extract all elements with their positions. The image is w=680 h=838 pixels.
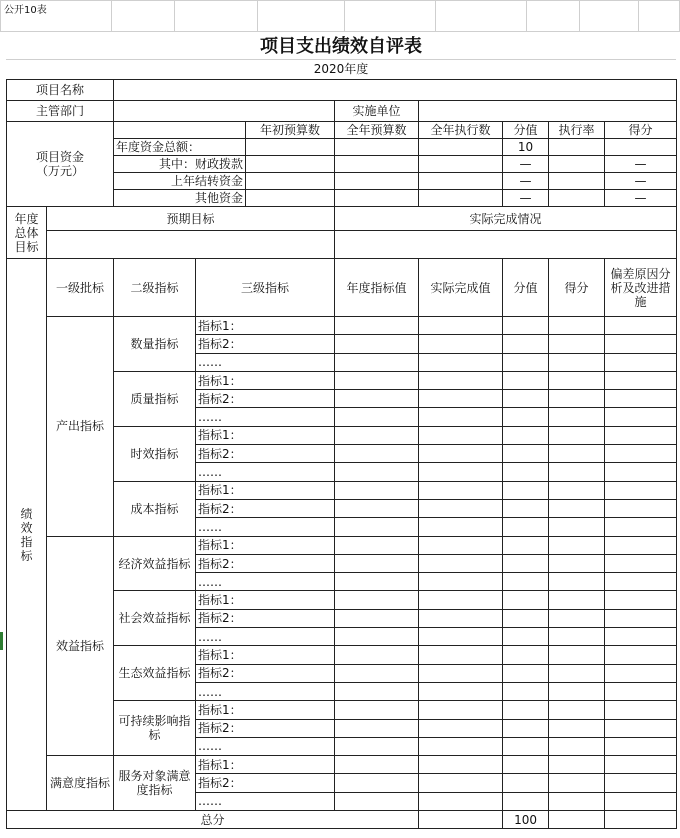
grid-cell[interactable] bbox=[258, 1, 345, 32]
dept-value[interactable] bbox=[114, 101, 335, 122]
grid-cell[interactable] bbox=[246, 173, 335, 190]
level2-cell: 数量指标 bbox=[114, 317, 196, 372]
dept-label: 主管部门 bbox=[7, 101, 114, 122]
grid-cell[interactable] bbox=[549, 426, 605, 444]
level3-cell: 指标1： bbox=[196, 536, 335, 554]
level3-cell: 指标1： bbox=[196, 756, 335, 774]
grid-cell[interactable] bbox=[419, 664, 503, 682]
level3-cell: 指标2： bbox=[196, 774, 335, 792]
grid-cell[interactable] bbox=[335, 481, 419, 499]
fund-got: — bbox=[605, 173, 677, 190]
grid-cell[interactable] bbox=[175, 1, 258, 32]
level2-cell: 成本指标 bbox=[114, 481, 196, 536]
grid-cell[interactable] bbox=[549, 463, 605, 481]
grid-cell[interactable] bbox=[549, 481, 605, 499]
grid-cell[interactable] bbox=[639, 1, 680, 32]
grid-cell[interactable] bbox=[549, 518, 605, 536]
grid-cell[interactable] bbox=[549, 499, 605, 517]
grid-cell[interactable] bbox=[345, 1, 436, 32]
sheet-tab-row bbox=[0, 0, 680, 32]
grid-cell[interactable] bbox=[605, 499, 677, 517]
grid-cell[interactable] bbox=[419, 628, 503, 646]
grid-cell[interactable] bbox=[419, 792, 503, 810]
grid-cell[interactable] bbox=[580, 1, 639, 32]
grid-cell[interactable] bbox=[503, 463, 549, 481]
grid-cell[interactable] bbox=[419, 426, 503, 444]
fund-score: 10 bbox=[503, 139, 549, 156]
grid-cell[interactable] bbox=[419, 682, 503, 700]
grid-cell[interactable] bbox=[246, 139, 335, 156]
grid-cell[interactable] bbox=[503, 536, 549, 554]
col-score: 分值 bbox=[503, 259, 549, 317]
grid-cell[interactable] bbox=[503, 390, 549, 408]
grid-cell[interactable] bbox=[419, 173, 503, 190]
level3-cell: …… bbox=[196, 408, 335, 426]
grid-cell[interactable] bbox=[605, 536, 677, 554]
grid-cell[interactable] bbox=[335, 554, 419, 572]
grid-cell[interactable] bbox=[549, 445, 605, 463]
grid-cell[interactable] bbox=[419, 756, 503, 774]
grid-cell[interactable] bbox=[549, 737, 605, 755]
grid-cell[interactable] bbox=[335, 139, 419, 156]
level3-cell: 指标2： bbox=[196, 554, 335, 572]
grid-cell[interactable] bbox=[549, 390, 605, 408]
funds-label: 项目资金 （万元） bbox=[7, 122, 114, 207]
grid-cell[interactable] bbox=[549, 139, 605, 156]
grid-cell[interactable] bbox=[335, 682, 419, 700]
grid-cell[interactable] bbox=[335, 573, 419, 591]
grid-cell[interactable] bbox=[503, 682, 549, 700]
total-label: 总分 bbox=[7, 811, 419, 829]
grid-cell[interactable] bbox=[605, 335, 677, 353]
budget-col-header: 全年预算数 bbox=[335, 122, 419, 139]
grid-cell[interactable] bbox=[549, 573, 605, 591]
level2-cell: 可持续影响指标 bbox=[114, 701, 196, 756]
grid-cell[interactable] bbox=[419, 445, 503, 463]
grid-cell[interactable] bbox=[419, 518, 503, 536]
col-actual: 实际完成值 bbox=[419, 259, 503, 317]
grid-cell[interactable] bbox=[549, 591, 605, 609]
grid-cell[interactable] bbox=[335, 445, 419, 463]
grid-cell[interactable] bbox=[605, 774, 677, 792]
grid-cell[interactable] bbox=[549, 701, 605, 719]
grid-cell[interactable] bbox=[419, 609, 503, 627]
level3-cell: …… bbox=[196, 463, 335, 481]
col-got: 得分 bbox=[549, 259, 605, 317]
level3-cell: 指标1： bbox=[196, 646, 335, 664]
grid-cell[interactable] bbox=[335, 536, 419, 554]
grid-cell[interactable] bbox=[335, 664, 419, 682]
level2-cell: 服务对象满意度指标 bbox=[114, 756, 196, 811]
level3-cell: 指标1： bbox=[196, 317, 335, 335]
grid-cell[interactable] bbox=[335, 371, 419, 389]
level1-cell: 满意度指标 bbox=[47, 756, 114, 811]
grid-cell[interactable] bbox=[549, 719, 605, 737]
grid-cell[interactable] bbox=[419, 481, 503, 499]
level3-cell: 指标2： bbox=[196, 719, 335, 737]
budget-col-header: 年初预算数 bbox=[246, 122, 335, 139]
grid-cell[interactable] bbox=[605, 664, 677, 682]
fund-score: — bbox=[503, 190, 549, 207]
level3-cell: 指标2： bbox=[196, 390, 335, 408]
grid-cell[interactable] bbox=[503, 646, 549, 664]
col-reason: 偏差原因分析及改进措施 bbox=[605, 259, 677, 317]
grid-cell[interactable] bbox=[549, 335, 605, 353]
actual-value[interactable] bbox=[335, 231, 677, 259]
grid-cell[interactable] bbox=[114, 122, 246, 139]
goal-label: 年度 总体 目标 bbox=[7, 207, 47, 259]
level2-cell: 时效指标 bbox=[114, 426, 196, 481]
project-name-label: 项目名称 bbox=[7, 80, 114, 101]
grid-cell[interactable] bbox=[503, 481, 549, 499]
col-level3: 三级指标 bbox=[196, 259, 335, 317]
grid-cell[interactable] bbox=[503, 719, 549, 737]
grid-cell[interactable] bbox=[335, 792, 419, 810]
grid-cell[interactable] bbox=[549, 156, 605, 173]
grid-cell[interactable] bbox=[605, 811, 677, 829]
grid-cell[interactable] bbox=[605, 317, 677, 335]
grid-cell[interactable] bbox=[605, 792, 677, 810]
grid-cell[interactable] bbox=[419, 335, 503, 353]
fund-row-label: 其中：财政拨款 bbox=[114, 156, 246, 173]
grid-cell[interactable] bbox=[335, 335, 419, 353]
grid-cell[interactable] bbox=[419, 811, 503, 829]
grid-cell[interactable] bbox=[549, 173, 605, 190]
level3-cell: 指标1： bbox=[196, 591, 335, 609]
grid-cell[interactable] bbox=[419, 554, 503, 572]
perf-indicator-label: 绩 效 指 标 bbox=[7, 259, 47, 811]
grid-cell[interactable] bbox=[419, 536, 503, 554]
grid-cell[interactable] bbox=[335, 156, 419, 173]
level3-cell: 指标1： bbox=[196, 426, 335, 444]
grid-cell[interactable] bbox=[335, 591, 419, 609]
grid-cell[interactable] bbox=[605, 463, 677, 481]
impl-unit-label: 实施单位 bbox=[335, 101, 419, 122]
fund-row-label: 其他资金 bbox=[114, 190, 246, 207]
level2-cell: 社会效益指标 bbox=[114, 591, 196, 646]
grid-cell[interactable] bbox=[503, 335, 549, 353]
total-score: 100 bbox=[503, 811, 549, 829]
grid-cell[interactable] bbox=[605, 591, 677, 609]
grid-cell[interactable] bbox=[503, 445, 549, 463]
grid-cell[interactable] bbox=[605, 737, 677, 755]
grid-cell[interactable] bbox=[335, 173, 419, 190]
grid-cell[interactable] bbox=[549, 774, 605, 792]
level2-cell: 生态效益指标 bbox=[114, 646, 196, 701]
level1-cell: 产出指标 bbox=[47, 317, 114, 537]
grid-cell[interactable] bbox=[605, 682, 677, 700]
grid-cell[interactable] bbox=[335, 190, 419, 207]
budget-col-header: 得分 bbox=[605, 122, 677, 139]
grid-cell[interactable] bbox=[335, 463, 419, 481]
level3-cell: 指标1： bbox=[196, 701, 335, 719]
grid-cell[interactable] bbox=[549, 628, 605, 646]
budget-col-header: 全年执行数 bbox=[419, 122, 503, 139]
grid-cell[interactable] bbox=[503, 591, 549, 609]
grid-cell[interactable] bbox=[419, 737, 503, 755]
fund-score: — bbox=[503, 156, 549, 173]
grid-cell[interactable] bbox=[503, 408, 549, 426]
grid-cell[interactable] bbox=[419, 499, 503, 517]
level3-cell: 指标2： bbox=[196, 445, 335, 463]
grid-cell[interactable] bbox=[335, 408, 419, 426]
grid-cell[interactable] bbox=[246, 190, 335, 207]
fund-got: — bbox=[605, 156, 677, 173]
row-marker bbox=[0, 632, 3, 650]
level2-cell: 质量指标 bbox=[114, 371, 196, 426]
grid-cell[interactable] bbox=[527, 1, 580, 32]
grid-cell[interactable] bbox=[503, 353, 549, 371]
level3-cell: 指标1： bbox=[196, 371, 335, 389]
grid-cell[interactable] bbox=[605, 756, 677, 774]
grid-cell[interactable] bbox=[503, 499, 549, 517]
grid-cell[interactable] bbox=[419, 408, 503, 426]
grid-cell[interactable] bbox=[549, 554, 605, 572]
grid-cell[interactable] bbox=[335, 628, 419, 646]
grid-cell[interactable] bbox=[419, 774, 503, 792]
grid-cell[interactable] bbox=[335, 609, 419, 627]
grid-cell[interactable] bbox=[436, 1, 527, 32]
grid-cell[interactable] bbox=[335, 518, 419, 536]
budget-col-header: 执行率 bbox=[549, 122, 605, 139]
grid-cell[interactable] bbox=[419, 371, 503, 389]
grid-cell[interactable] bbox=[549, 792, 605, 810]
level3-cell: …… bbox=[196, 573, 335, 591]
level3-cell: …… bbox=[196, 737, 335, 755]
grid-cell[interactable] bbox=[549, 317, 605, 335]
grid-cell[interactable] bbox=[605, 646, 677, 664]
page-title: 项目支出绩效自评表 bbox=[260, 36, 422, 57]
grid-cell[interactable] bbox=[419, 190, 503, 207]
expected-goal-label: 预期目标 bbox=[47, 207, 335, 231]
year-label: 2020年度 bbox=[313, 62, 369, 76]
level3-cell: 指标2： bbox=[196, 335, 335, 353]
grid-cell[interactable] bbox=[335, 756, 419, 774]
grid-cell[interactable] bbox=[419, 646, 503, 664]
level3-cell: …… bbox=[196, 353, 335, 371]
grid-cell[interactable] bbox=[335, 774, 419, 792]
fund-row-label: 上年结转资金 bbox=[114, 173, 246, 190]
grid-cell[interactable] bbox=[503, 664, 549, 682]
fund-got bbox=[605, 139, 677, 156]
grid-cell[interactable] bbox=[605, 390, 677, 408]
grid-cell[interactable] bbox=[419, 573, 503, 591]
grid-cell[interactable] bbox=[503, 792, 549, 810]
grid-cell[interactable] bbox=[503, 518, 549, 536]
grid-cell[interactable] bbox=[605, 573, 677, 591]
grid-cell[interactable] bbox=[335, 719, 419, 737]
grid-cell[interactable] bbox=[503, 756, 549, 774]
level3-cell: …… bbox=[196, 518, 335, 536]
grid-cell[interactable] bbox=[549, 190, 605, 207]
grid-cell[interactable] bbox=[549, 664, 605, 682]
grid-cell[interactable] bbox=[503, 701, 549, 719]
grid-cell[interactable] bbox=[246, 156, 335, 173]
grid-cell[interactable] bbox=[503, 554, 549, 572]
grid-cell[interactable] bbox=[605, 481, 677, 499]
grid-cell[interactable] bbox=[549, 536, 605, 554]
expected-goal-value[interactable] bbox=[47, 231, 335, 259]
sheet-caption: 公开10表 bbox=[1, 1, 112, 32]
grid-cell[interactable] bbox=[549, 609, 605, 627]
level3-cell: …… bbox=[196, 628, 335, 646]
grid-cell[interactable] bbox=[605, 518, 677, 536]
level3-cell: …… bbox=[196, 682, 335, 700]
level3-cell: …… bbox=[196, 792, 335, 810]
grid-cell[interactable] bbox=[605, 408, 677, 426]
level3-cell: 指标2： bbox=[196, 499, 335, 517]
grid-cell[interactable] bbox=[419, 390, 503, 408]
grid-cell[interactable] bbox=[419, 353, 503, 371]
grid-cell[interactable] bbox=[503, 774, 549, 792]
level3-cell: 指标2： bbox=[196, 609, 335, 627]
grid-cell[interactable] bbox=[419, 463, 503, 481]
level2-cell: 经济效益指标 bbox=[114, 536, 196, 591]
grid-cell[interactable] bbox=[503, 317, 549, 335]
grid-cell[interactable] bbox=[503, 371, 549, 389]
impl-unit-value[interactable] bbox=[419, 101, 677, 122]
grid-cell[interactable] bbox=[605, 445, 677, 463]
grid-cell[interactable] bbox=[419, 156, 503, 173]
grid-cell[interactable] bbox=[549, 353, 605, 371]
grid-cell[interactable] bbox=[335, 701, 419, 719]
grid-cell[interactable] bbox=[503, 628, 549, 646]
level3-cell: 指标2： bbox=[196, 664, 335, 682]
grid-cell[interactable] bbox=[335, 499, 419, 517]
grid-cell[interactable] bbox=[335, 317, 419, 335]
grid-cell[interactable] bbox=[503, 737, 549, 755]
grid-cell[interactable] bbox=[549, 646, 605, 664]
fund-got: — bbox=[605, 190, 677, 207]
grid-cell[interactable] bbox=[112, 1, 175, 32]
level3-cell: 指标1： bbox=[196, 481, 335, 499]
grid-cell[interactable] bbox=[419, 719, 503, 737]
grid-cell[interactable] bbox=[419, 701, 503, 719]
grid-cell[interactable] bbox=[605, 609, 677, 627]
grid-cell[interactable] bbox=[605, 371, 677, 389]
grid-cell[interactable] bbox=[605, 554, 677, 572]
grid-cell[interactable] bbox=[605, 426, 677, 444]
grid-cell[interactable] bbox=[549, 408, 605, 426]
grid-cell[interactable] bbox=[503, 609, 549, 627]
grid-cell[interactable] bbox=[335, 353, 419, 371]
grid-cell[interactable] bbox=[605, 353, 677, 371]
grid-cell[interactable] bbox=[335, 426, 419, 444]
level1-cell: 效益指标 bbox=[47, 536, 114, 756]
self-evaluation-table bbox=[6, 79, 677, 829]
project-name-value[interactable] bbox=[114, 80, 677, 101]
col-target: 年度指标值 bbox=[335, 259, 419, 317]
grid-cell[interactable] bbox=[335, 390, 419, 408]
grid-cell[interactable] bbox=[549, 811, 605, 829]
grid-cell[interactable] bbox=[549, 756, 605, 774]
grid-cell[interactable] bbox=[419, 591, 503, 609]
grid-cell[interactable] bbox=[335, 737, 419, 755]
grid-cell[interactable] bbox=[503, 426, 549, 444]
fund-score: — bbox=[503, 173, 549, 190]
grid-cell[interactable] bbox=[419, 139, 503, 156]
col-level2: 二级指标 bbox=[114, 259, 196, 317]
grid-cell[interactable] bbox=[335, 646, 419, 664]
budget-col-header: 分值 bbox=[503, 122, 549, 139]
grid-cell[interactable] bbox=[549, 682, 605, 700]
grid-cell[interactable] bbox=[549, 371, 605, 389]
fund-row-label: 年度资金总额： bbox=[114, 139, 246, 156]
actual-label: 实际完成情况 bbox=[335, 207, 677, 231]
grid-cell[interactable] bbox=[605, 719, 677, 737]
grid-cell[interactable] bbox=[419, 317, 503, 335]
col-level1: 一级批标 bbox=[47, 259, 114, 317]
grid-cell[interactable] bbox=[605, 701, 677, 719]
grid-cell[interactable] bbox=[503, 573, 549, 591]
grid-cell[interactable] bbox=[605, 628, 677, 646]
